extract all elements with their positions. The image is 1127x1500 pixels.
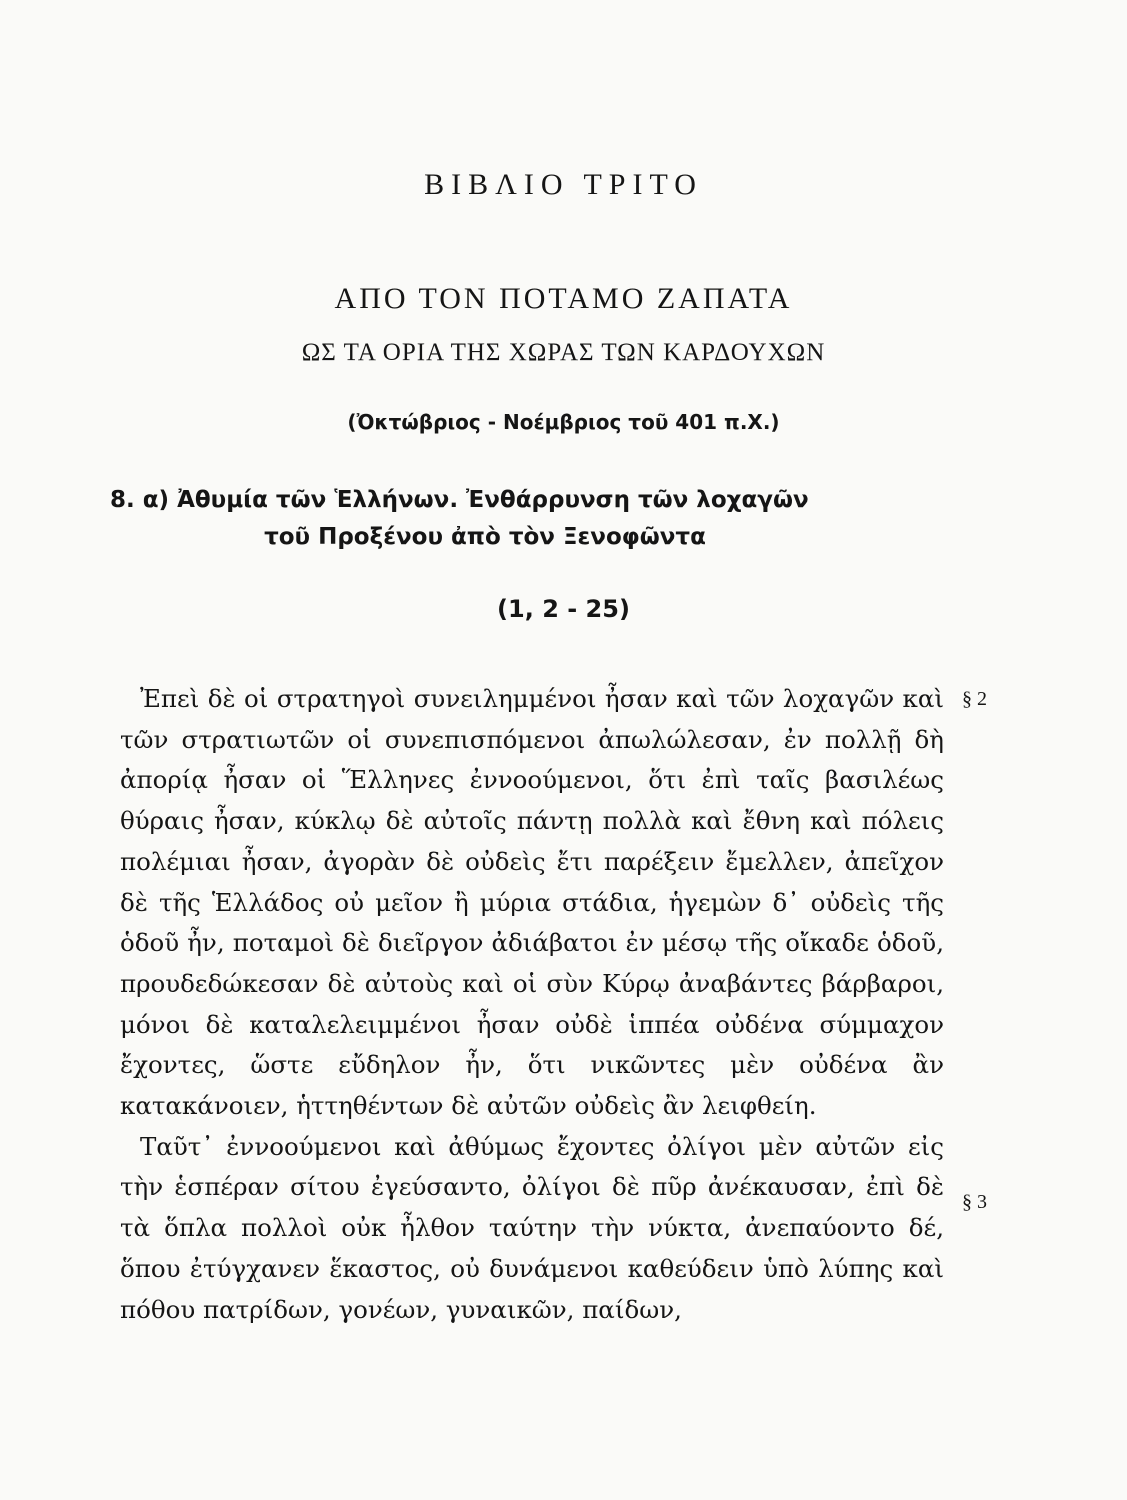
chapter-title: ΑΠΟ ΤΟΝ ΠΟΤΑΜΟ ΖΑΠΑΤΑ	[334, 282, 793, 315]
section-heading-line-2: τοῦ Προξένου ἀπὸ τὸν Ξενοφῶντα	[264, 523, 706, 550]
margin-note-section-2: § 2	[962, 688, 987, 710]
margin-note-section-3: § 3	[962, 1191, 987, 1213]
date-range: (Ὀκτώβριος - Νοέμβριος τοῦ 401 π.Χ.)	[347, 410, 780, 434]
section-heading-line-1: 8. α) Ἀθυμία τῶν Ἑλλήνων. Ἐνθάρρυνση τῶν λοχαγῶν	[110, 487, 809, 513]
paragraph-2: Ταῦτ᾽ ἐννοούμενοι καὶ ἀθύμως ἔχοντες ὀλίγοι μὲν αὐτῶν εἰς τὴν ἑσπέραν σίτου ἐγεύσαντο, ὀλίγοι δὲ πῦρ ἀνέκαυσαν, ἐπὶ δὲ τὰ ὅπλα πολλοὶ οὐκ ἦλθον ταύτην τὴν νύκτα, ἀνεπαύοντο δέ, ὅπου ἐτύγχανεν ἕκαστος, οὐ δυνάμενοι καθεύδειν ὑπὸ λύπης καὶ πόθου πατρίδων, γονέων, γυναικῶν, παίδων,	[120, 1131, 944, 1324]
body-text	[120, 679, 944, 1330]
paragraph-1: Ἐπεὶ δὲ οἱ στρατηγοὶ συνειλημμένοι ἦσαν καὶ τῶν λοχαγῶν καὶ τῶν στρατιωτῶν οἱ συνεπισπόμενοι ἀπωλώλεσαν, ἐν πολλῇ δὴ ἀπορίᾳ ἦσαν οἱ Ἕλληνες ἐννοούμενοι, ὅτι ἐπὶ ταῖς βασιλέως θύραις ἦσαν, κύκλῳ δὲ αὐτοῖς πάντῃ πολλὰ καὶ ἔθνη καὶ πόλεις πολέμιαι ἦσαν, ἀγορὰν δὲ οὐδεὶς ἔτι παρέξειν ἔμελλεν, ἀπεῖχον δὲ τῆς Ἑλλάδος οὐ μεῖον ἢ μύρια στάδια, ἡγεμὼν δ᾽ οὐδεὶς τῆς ὁδοῦ ἦν, ποταμοὶ δὲ διεῖργον ἀδιάβατοι ἐν μέσῳ τῆς οἴκαδε ὁδοῦ, προυδεδώκεσαν δὲ αὐτοὺς καὶ οἱ σὺν Κύρῳ ἀναβάντες βάρβαροι, μόνοι δὲ καταλελειμμένοι ἦσαν οὐδὲ ἱππέα οὐδένα σύμμαχον ἔχοντες, ὥστε εὔδηλον ἦν, ὅτι νικῶντες μὲν οὐδένα ἂν κατακάνοιεν, ἡττηθέντων δὲ αὐτῶν οὐδεὶς ἂν λειφθείη.	[120, 684, 944, 1121]
book-title: ΒΙΒΛΙΟ ΤΡΙΤΟ	[424, 168, 703, 201]
section-heading	[110, 482, 960, 556]
passage-reference: (1, 2 - 25)	[497, 595, 630, 623]
chapter-subtitle: ΩΣ ΤΑ ΟΡΙΑ ΤΗΣ ΧΩΡΑΣ ΤΩΝ ΚΑΡΔΟΥΧΩΝ	[301, 339, 826, 366]
